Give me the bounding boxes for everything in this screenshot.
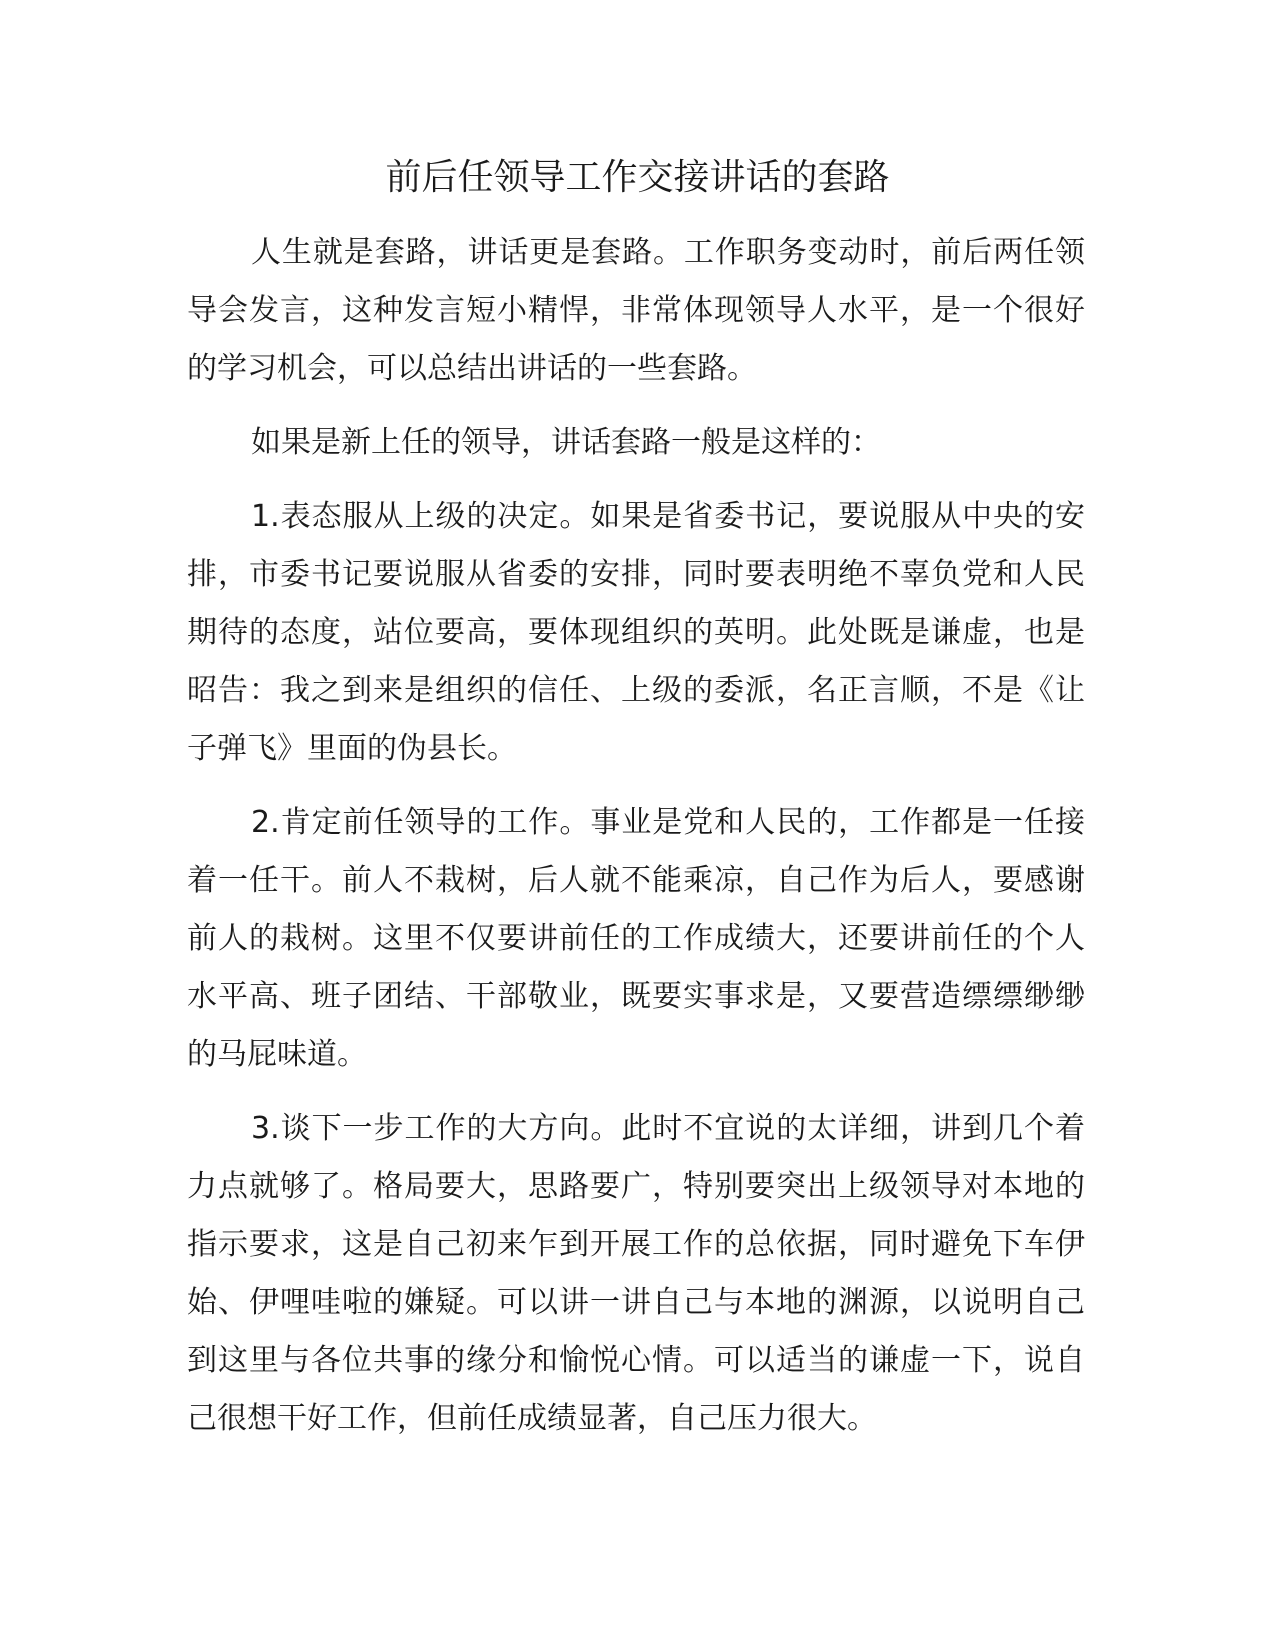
document-title: 前后任领导工作交接讲话的套路 — [385, 157, 890, 198]
paragraph-point-1: 1.表态服从上级的决定。如果是省委书记，要说服从中央的安排，市委书记要说服从省委的安排，同时要表明绝不辜负党和人民期待的态度，站位要高，要体现组织的英明。此处既是谦虚，也是昭告：我之到来是组织的信任、上级的委派，名正言顺，不是《让子弹飞》里面的伪县长。 — [187, 499, 1085, 766]
paragraph-lead-in: 如果是新上任的领导，讲话套路一般是这样的： — [251, 425, 881, 460]
paragraph-point-2: 2.肯定前任领导的工作。事业是党和人民的，工作都是一任接着一任干。前人不栽树，后人就不能乘凉，自己作为后人，要感谢前人的栽树。这里不仅要讲前任的工作成绩大，还要讲前任的个人水平高、班子团结、干部敬业，既要实事求是，又要营造缥缥缈缈的马屁味道。 — [187, 805, 1085, 1072]
paragraph-intro: 人生就是套路，讲话更是套路。工作职务变动时，前后两任领导会发言，这种发言短小精悍，非常体现领导人水平，是一个很好的学习机会，可以总结出讲话的一些套路。 — [187, 235, 1085, 386]
paragraph-point-3: 3.谈下一步工作的大方向。此时不宜说的太详细，讲到几个着力点就够了。格局要大，思路要广，特别要突出上级领导对本地的指示要求，这是自己初来乍到开展工作的总依据，同时避免下车伊始、伊哩哇啦的嫌疑。可以讲一讲自己与本地的渊源，以说明自己到这里与各位共事的缘分和愉悦心情。可以适当的谦虚一下，说自己很想干好工作，但前任成绩显著，自己压力很大。 — [187, 1111, 1085, 1436]
document-body — [187, 224, 1085, 1464]
